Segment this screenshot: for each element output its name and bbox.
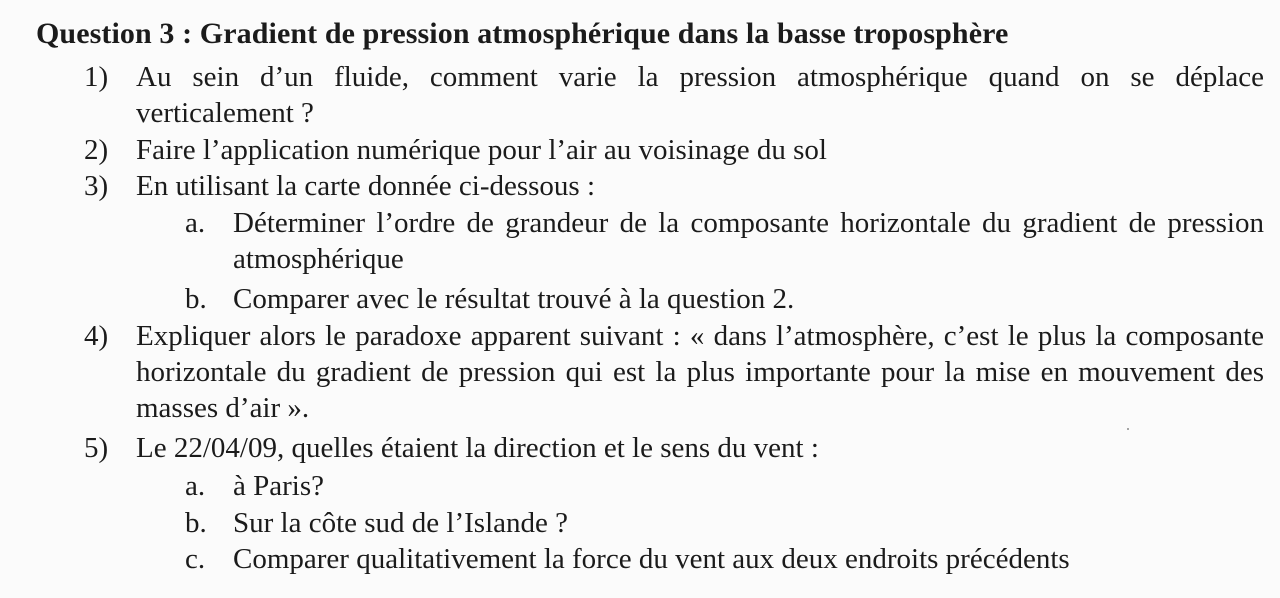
question-title: Question 3 : Gradient de pression atmosphérique dans la basse troposphère [36,17,1009,50]
item-text: Au sein d’un fluide, comment varie la pression atmosphérique quand on se déplace verticalement ? [136,61,1264,129]
sub-item-3a [185,205,1264,277]
item-number: 1) [84,61,109,93]
item-number: 5) [84,432,109,464]
sub-item-letter: a. [185,207,206,239]
question-item-3 [84,168,1264,204]
sub-item-letter: b. [185,507,207,539]
sub-item-text: Déterminer l’ordre de grandeur de la composante horizontale du gradient de pression atmosphérique [233,207,1264,275]
scan-speck [1127,428,1129,430]
question-item-5 [84,430,1264,466]
sub-item-5b [185,505,1264,541]
item-number: 4) [84,320,109,352]
item-text: En utilisant la carte donnée ci-dessous : [136,170,596,202]
sub-item-text: Comparer avec le résultat trouvé à la question 2. [233,283,795,315]
sub-item-letter: a. [185,470,206,502]
item-number: 3) [84,170,109,202]
question-item-2 [84,132,1264,168]
item-number: 2) [84,134,109,166]
question-item-1 [84,59,1264,131]
item-text: Expliquer alors le paradoxe apparent suivant : « dans l’atmosphère, c’est le plus la composante horizontale du gradient de pression qui est la plus importante pour la mise en mouvement des masses d’air ». [136,320,1264,424]
sub-item-5a [185,468,1264,504]
item-text: Faire l’application numérique pour l’air au voisinage du sol [136,134,827,166]
sub-item-text: à Paris? [233,470,324,502]
sub-item-5c [185,541,1264,577]
question-item-4 [84,318,1264,426]
sub-item-text: Sur la côte sud de l’Islande ? [233,507,569,539]
sub-item-letter: c. [185,543,206,575]
sub-item-text: Comparer qualitativement la force du vent aux deux endroits précédents [233,543,1070,575]
sub-item-letter: b. [185,283,207,315]
sub-item-3b [185,281,1264,317]
item-text: Le 22/04/09, quelles étaient la direction et le sens du vent : [136,432,819,464]
